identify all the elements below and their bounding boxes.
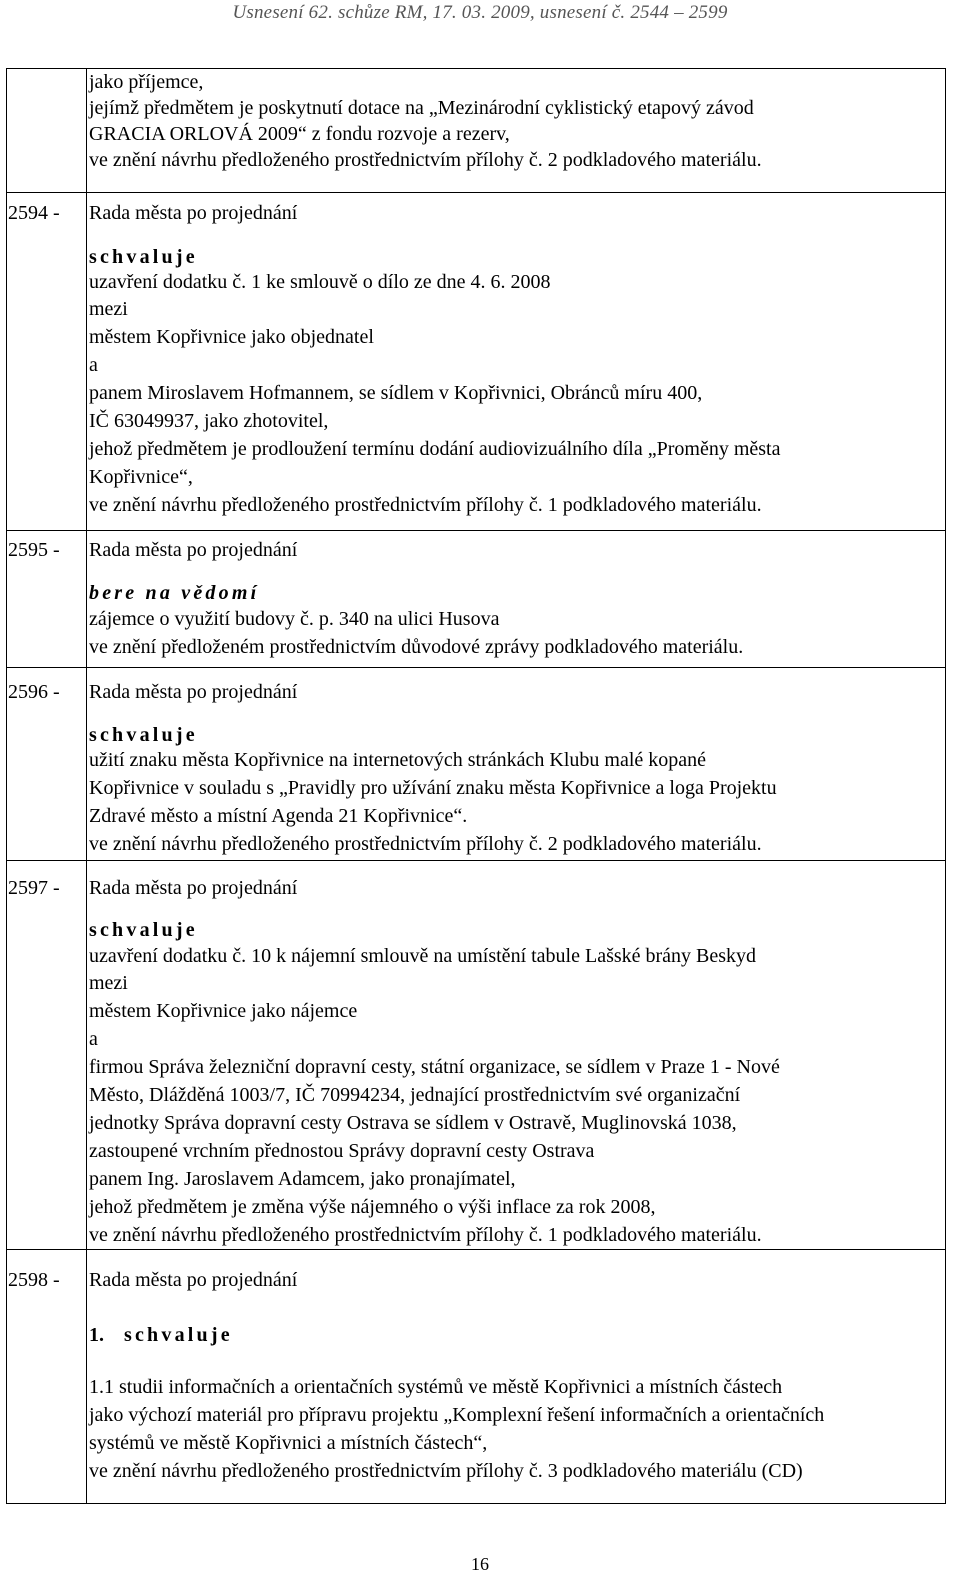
- resolution-line: uzavření dodatku č. 10 k nájemní smlouvě na umístění tabule Lašské brány Beskyd: [89, 945, 757, 967]
- resolution-heading: Rada města po projednání: [89, 539, 298, 561]
- resolution-line: Zdravé město a místní Agenda 21 Kopřivnice“.: [89, 805, 468, 827]
- resolution-line: zastoupené vrchním přednostou Správy dopravní cesty Ostrava: [89, 1140, 595, 1162]
- intro-line: jejímž předmětem je poskytnutí dotace na „Mezinárodní cyklistický etapový závod: [89, 97, 754, 119]
- resolution-line: systémů ve městě Kopřivnici a místních částech“,: [89, 1432, 488, 1454]
- row-divider: [7, 192, 945, 193]
- resolution-line: ve znění předloženém prostřednictvím důvodové zprávy podkladového materiálu.: [89, 636, 744, 658]
- intro-line: jako příjemce,: [89, 71, 204, 93]
- resolution-number: 2596 -: [8, 681, 60, 703]
- resolution-verb: schvaluje: [124, 1324, 233, 1346]
- resolution-line: ve znění návrhu předloženého prostřednictvím přílohy č. 1 podkladového materiálu.: [89, 494, 762, 516]
- resolution-number: 2594 -: [8, 202, 60, 224]
- resolution-line: panem Ing. Jaroslavem Adamcem, jako pronajímatel,: [89, 1168, 516, 1190]
- resolution-line: 1.1 studii informačních a orientačních systémů ve městě Kopřivnici a místních částech: [89, 1376, 783, 1398]
- resolution-line: IČ 63049937, jako zhotovitel,: [89, 410, 329, 432]
- resolution-verb: schvaluje: [89, 246, 198, 268]
- row-divider: [7, 860, 945, 861]
- row-divider: [7, 1249, 945, 1250]
- page-header: Usnesení 62. schůze RM, 17. 03. 2009, usnesení č. 2544 – 2599: [232, 2, 728, 23]
- page-number: 16: [471, 1554, 489, 1574]
- intro-line: ve znění návrhu předloženého prostřednictvím přílohy č. 2 podkladového materiálu.: [89, 149, 762, 171]
- resolution-line: Kopřivnice“,: [89, 466, 193, 488]
- resolution-verb: bere na vědomí: [89, 582, 260, 604]
- resolution-line: jednotky Správa dopravní cesty Ostrava se sídlem v Ostravě, Muglinovská 1038,: [89, 1112, 737, 1134]
- point-number: 1.: [89, 1324, 104, 1346]
- resolution-line: uzavření dodatku č. 1 ke smlouvě o dílo ze dne 4. 6. 2008: [89, 271, 551, 293]
- resolution-line: ve znění návrhu předloženého prostřednictvím přílohy č. 1 podkladového materiálu.: [89, 1224, 762, 1246]
- resolution-line: mezi: [89, 298, 128, 320]
- resolution-line: jehož předmětem je prodloužení termínu dodání audiovizuálního díla „Proměny města: [89, 438, 781, 460]
- row-divider: [7, 530, 945, 531]
- resolution-verb: schvaluje: [89, 919, 198, 941]
- resolution-line: firmou Správa železniční dopravní cesty, státní organizace, se sídlem v Praze 1 - Nové: [89, 1056, 780, 1078]
- resolution-number: 2595 -: [8, 539, 60, 561]
- resolution-line: jako výchozí materiál pro přípravu projektu „Komplexní řešení informačních a orientačních: [89, 1404, 825, 1426]
- resolution-line: mezi: [89, 972, 128, 994]
- row-divider: [7, 667, 945, 668]
- resolution-line: zájemce o využití budovy č. p. 340 na ulici Husova: [89, 608, 500, 630]
- resolution-heading: Rada města po projednání: [89, 681, 298, 703]
- resolution-line: Kopřivnice v souladu s „Pravidly pro užívání znaku města Kopřivnice a loga Projektu: [89, 777, 777, 799]
- resolution-line: Město, Dlážděná 1003/7, IČ 70994234, jednající prostřednictvím své organizační: [89, 1084, 741, 1106]
- resolution-line: a: [89, 1028, 98, 1050]
- resolution-number: 2597 -: [8, 877, 60, 899]
- resolution-line: užití znaku města Kopřivnice na internetových stránkách Klubu malé kopané: [89, 749, 707, 771]
- resolution-heading: Rada města po projednání: [89, 877, 298, 899]
- column-divider: [86, 69, 87, 1503]
- resolution-number: 2598 -: [8, 1269, 60, 1291]
- resolution-verb: schvaluje: [89, 724, 198, 746]
- resolution-heading: Rada města po projednání: [89, 1269, 298, 1291]
- resolution-line: a: [89, 354, 98, 376]
- resolution-line: ve znění návrhu předloženého prostřednictvím přílohy č. 3 podkladového materiálu (CD): [89, 1460, 803, 1482]
- intro-line: GRACIA ORLOVÁ 2009“ z fondu rozvoje a rezerv,: [89, 123, 510, 145]
- resolution-line: panem Miroslavem Hofmannem, se sídlem v Kopřivnici, Obránců míru 400,: [89, 382, 703, 404]
- resolution-line: jehož předmětem je změna výše nájemného o výši inflace za rok 2008,: [89, 1196, 656, 1218]
- resolution-heading: Rada města po projednání: [89, 202, 298, 224]
- resolution-line: městem Kopřivnice jako nájemce: [89, 1000, 358, 1022]
- resolution-line: městem Kopřivnice jako objednatel: [89, 326, 374, 348]
- resolution-line: ve znění návrhu předloženého prostřednictvím přílohy č. 2 podkladového materiálu.: [89, 833, 762, 855]
